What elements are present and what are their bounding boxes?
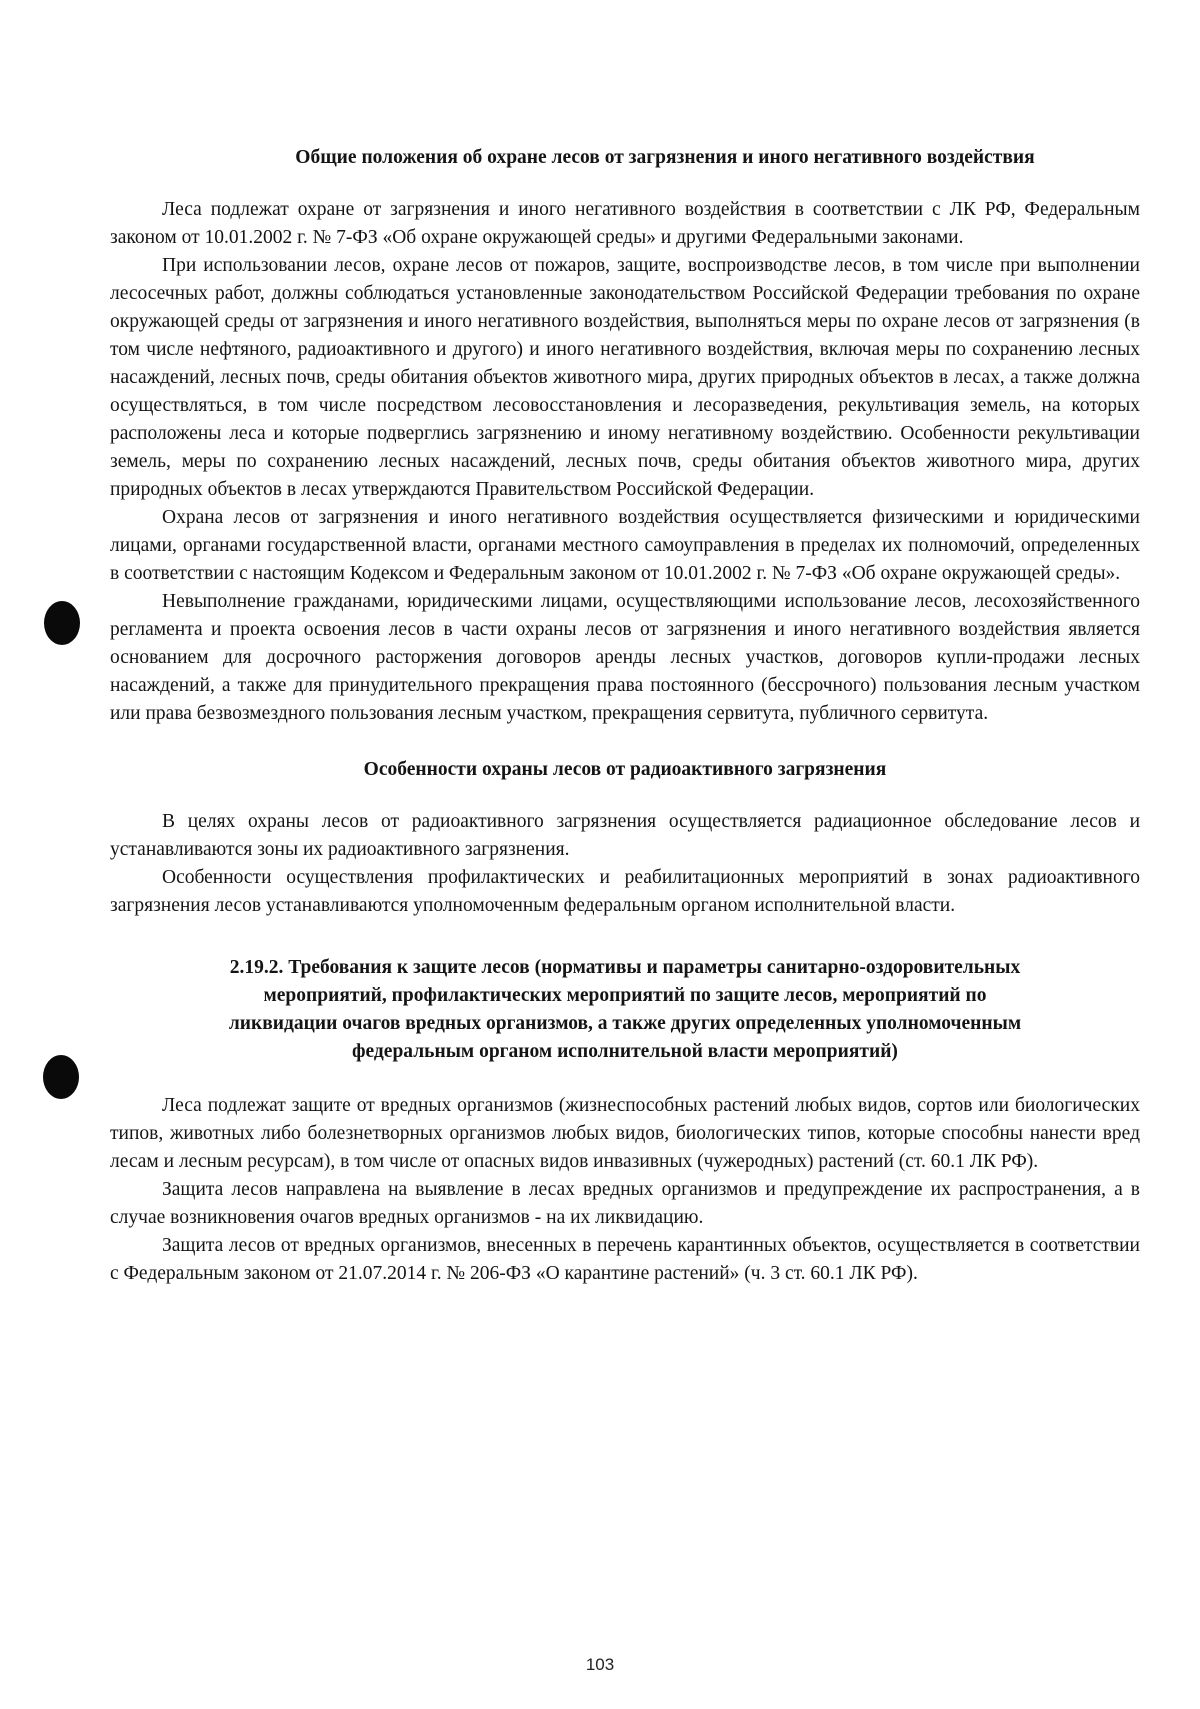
- document-body: [110, 146, 1140, 1288]
- paragraph: В целях охраны лесов от радиоактивного загрязнения осуществляется радиационное обследование лесов и устанавливаются зоны их радиоактивного загрязнения.: [110, 811, 1140, 860]
- punch-hole-mark: [44, 601, 80, 645]
- punch-hole-mark: [43, 1055, 79, 1099]
- paragraph: Защита лесов от вредных организмов, внесенных в перечень карантинных объектов, осуществляется в соответствии с Федеральным законом от 21.07.2014 г. № 206-ФЗ «О карантине растений» (ч. 3 ст. 60.1 ЛК РФ).: [110, 1235, 1140, 1284]
- section-heading-line: федеральным органом исполнительной власти мероприятий): [352, 1041, 898, 1062]
- paragraph: Защита лесов направлена на выявление в лесах вредных организмов и предупреждение их распространения, а в случае возникновения очагов вредных организмов - на их ликвидацию.: [110, 1179, 1140, 1228]
- paragraph: При использовании лесов, охране лесов от пожаров, защите, воспроизводстве лесов, в том числе при выполнении лесосечных работ, должны соблюдаться установленные законодательством Российской Федерации требования по охране окружающей среды от загрязнения и иного негативного воздействия, выполняться меры по охране лесов от загрязнения (в том числе нефтяного, радиоактивного и другого) и иного негативного воздействия, включая меры по сохранению лесных насаждений, лесных почв, среды обитания объектов животного мира, других природных объектов в лесах, а также должна осуществляться, в том числе посредством лесовосстановления и лесоразведения, рекультивация земель, на которых расположены леса и которые подверглись загрязнению и иному негативному воздействию. Особенности рекультивации земель, меры по сохранению лесных насаждений, лесных почв, среды обитания объектов животного мира, других природных объектов в лесах утверждаются Правительством Российской Федерации.: [110, 255, 1140, 500]
- paragraph: Леса подлежат защите от вредных организмов (жизнеспособных растений любых видов, сортов или биологических типов, животных либо болезнетворных организмов любых видов, биологических типов, которые способны нанести вред лесам и лесным ресурсам), в том числе от опасных видов инвазивных (чужеродных) растений (ст. 60.1 ЛК РФ).: [110, 1095, 1140, 1172]
- page-number: 103: [585, 1655, 615, 1674]
- section-heading: Общие положения об охране лесов от загрязнения и иного негативного воздействия: [295, 147, 1035, 168]
- paragraph: Леса подлежат охране от загрязнения и иного негативного воздействия в соответствии с ЛК РФ, Федеральным законом от 10.01.2002 г. № 7-ФЗ «Об охране окружающей среды» и другими Федеральными законами.: [110, 199, 1140, 248]
- section-heading: [110, 954, 1140, 1066]
- section-heading-line: мероприятий, профилактических мероприятий по защите лесов, мероприятий по: [263, 985, 987, 1006]
- section-heading-line: ликвидации очагов вредных организмов, а также других определенных уполномоченным: [228, 1013, 1022, 1034]
- paragraph: Невыполнение гражданами, юридическими лицами, осуществляющими использование лесов, лесохозяйственного регламента и проекта освоения лесов в части охраны лесов от загрязнения и иного негативного воздействия является основанием для досрочного расторжения договоров аренды лесных участков, договоров купли-продажи лесных насаждений, а также для принудительного прекращения права постоянного (бессрочного) пользования лесным участком или права безвозмездного пользования лесным участком, прекращения сервитута, публичного сервитута.: [110, 591, 1140, 724]
- section-heading: Особенности охраны лесов от радиоактивного загрязнения: [363, 759, 887, 780]
- paragraph: Особенности осуществления профилактических и реабилитационных мероприятий в зонах радиоактивного загрязнения лесов устанавливаются уполномоченным федеральным органом исполнительной власти.: [110, 867, 1140, 916]
- paragraph: Охрана лесов от загрязнения и иного негативного воздействия осуществляется физическими и юридическими лицами, органами государственной власти, органами местного самоуправления в пределах их полномочий, определенных в соответствии с настоящим Кодексом и Федеральным законом от 10.01.2002 г. № 7-ФЗ «Об охране окружающей среды».: [110, 507, 1140, 584]
- section-heading-line: 2.19.2. Требования к защите лесов (нормативы и параметры санитарно-оздоровительных: [229, 957, 1021, 978]
